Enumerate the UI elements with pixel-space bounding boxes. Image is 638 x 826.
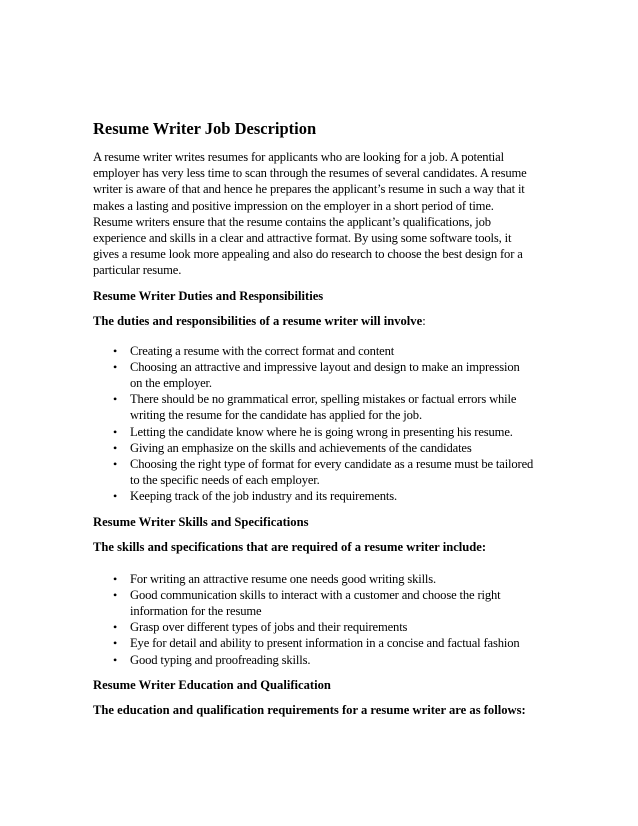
duties-list [93, 343, 563, 505]
list-item-text: Letting the candidate know where he is going wrong in presenting his resume. [130, 424, 513, 439]
bullet-icon: • [113, 424, 118, 439]
duties-lead-colon: : [422, 313, 426, 328]
list-item [113, 343, 563, 359]
list-item-text: Choosing the right type of format for every candidate as a resume must be tailored [130, 457, 534, 472]
list-item-text: Choosing an attractive and impressive layout and design to make an impression [130, 359, 520, 374]
bullet-icon: • [113, 457, 118, 472]
list-item-text: Giving an emphasize on the skills and achievements of the candidates [130, 440, 472, 455]
list-item-text: For writing an attractive resume one needs good writing skills. [130, 571, 437, 586]
list-item-text: Keeping track of the job industry and its requirements. [130, 489, 397, 504]
list-item-text: Good communication skills to interact with a customer and choose the right [130, 587, 501, 602]
intro-line: particular resume. [93, 263, 182, 278]
skills-heading: Resume Writer Skills and Specifications [93, 514, 309, 529]
bullet-icon: • [113, 489, 118, 504]
list-item [113, 440, 563, 456]
education-heading: Resume Writer Education and Qualification [93, 677, 331, 692]
bullet-icon: • [113, 620, 118, 635]
list-item [113, 456, 563, 488]
education-lead [93, 702, 563, 718]
skills-list [93, 571, 563, 668]
duties-lead-text: The duties and responsibilities of a resume writer will involve [93, 313, 423, 328]
intro-paragraph [93, 149, 563, 279]
document-content [93, 118, 563, 718]
intro-line: writer is aware of that and hence he prepares the applicant’s resume in such a way that it [93, 182, 525, 197]
list-item-text: Good typing and proofreading skills. [130, 652, 311, 667]
list-item [113, 391, 563, 423]
list-item-text: There should be no grammatical error, spelling mistakes or factual errors while [130, 392, 517, 407]
bullet-icon: • [113, 587, 118, 602]
document-title: Resume Writer Job Description [93, 119, 317, 138]
bullet-icon: • [113, 359, 118, 374]
bullet-icon: • [113, 440, 118, 455]
bullet-icon: • [113, 652, 118, 667]
list-item-text: Eye for detail and ability to present information in a concise and factual fashion [130, 636, 520, 651]
intro-line: gives a resume look more appealing and also do research to choose the best design for a [93, 247, 523, 262]
duties-lead [93, 313, 563, 329]
list-item-text: Grasp over different types of jobs and their requirements [130, 620, 408, 635]
list-item-text-cont: on the employer. [130, 376, 212, 391]
bullet-icon: • [113, 343, 118, 358]
skills-lead-text: The skills and specifications that are required of a resume writer include: [93, 539, 487, 554]
list-item-text-cont: to the specific needs of each employer. [130, 473, 320, 488]
intro-line: employer has very less time to scan through the resumes of several candidates. A resume [93, 166, 527, 181]
list-item-text: Creating a resume with the correct format and content [130, 343, 395, 358]
list-item-text-cont: information for the resume [130, 604, 262, 619]
intro-line: makes a lasting and positive impression on the employer in a short period of time. [93, 198, 494, 213]
list-item [113, 488, 563, 504]
intro-line: experience and skills in a clear and attractive format. By using some software tools, it [93, 231, 512, 246]
list-item [113, 619, 563, 635]
list-item [113, 424, 563, 440]
list-item [113, 635, 563, 651]
intro-line: Resume writers ensure that the resume contains the applicant’s qualifications, job [93, 214, 491, 229]
bullet-icon: • [113, 392, 118, 407]
bullet-icon: • [113, 636, 118, 651]
list-item [113, 359, 563, 391]
list-item [113, 652, 563, 668]
list-item [113, 571, 563, 587]
intro-line: A resume writer writes resumes for applicants who are looking for a job. A potential [93, 150, 504, 164]
duties-heading: Resume Writer Duties and Responsibilities [93, 288, 324, 303]
list-item-text-cont: writing the resume for the candidate has applied for the job. [130, 408, 422, 423]
skills-lead [93, 539, 563, 555]
education-lead-text: The education and qualification requirements for a resume writer are as follows: [93, 702, 526, 717]
bullet-icon: • [113, 571, 118, 586]
list-item [113, 587, 563, 619]
